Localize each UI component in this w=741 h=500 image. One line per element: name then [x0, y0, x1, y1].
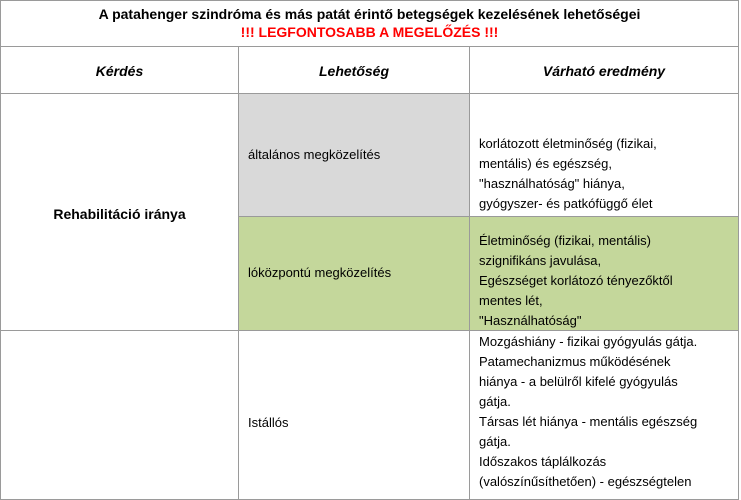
result-text: Életminőség (fizikai, mentális) szignifikáns javulása, Egészséget korlátozó tényezőktől mentes lét, "Használhatóság" [479, 233, 673, 328]
table-title-block [0, 0, 739, 47]
column-header-question: Kérdés [0, 46, 239, 94]
question-cell-empty [0, 330, 239, 500]
result-text: Mozgáshiány - fizikai gyógyulás gátja. Patamechanizmus működésének hiánya - a belülről kifelé gyógyulás gátja. Társas lét hiánya - mentális egészség gátja. Időszakos táplálkozás (valószínűsíthetően) - egészségtelen [479, 334, 698, 489]
option-cell-general [238, 93, 470, 217]
table-title: A patahenger szindróma és más patát érintő betegségek kezelésének lehetőségei [98, 6, 641, 22]
result-text: korlátozott életminőség (fizikai, mentális) és egészség, "használhatóság" hiánya, gyógyszer- és patkófüggő élet [479, 136, 657, 211]
result-cell-stabled [469, 330, 739, 500]
option-cell-horse-centred [238, 216, 470, 331]
result-cell-horse-centred [469, 216, 739, 331]
column-header-result: Várható eredmény [469, 46, 739, 94]
question-label: Rehabilitáció iránya [53, 206, 186, 222]
column-header-option: Lehetőség [238, 46, 470, 94]
option-label: Istállós [248, 415, 289, 430]
question-cell [0, 93, 239, 331]
option-label: általános megközelítés [248, 147, 381, 162]
option-cell-stabled [238, 330, 470, 500]
prevention-warning: !!! LEGFONTOSABB A MEGELŐZÉS !!! [240, 24, 499, 40]
result-cell-general [469, 93, 739, 217]
option-label: lóközpontú megközelítés [248, 265, 392, 280]
